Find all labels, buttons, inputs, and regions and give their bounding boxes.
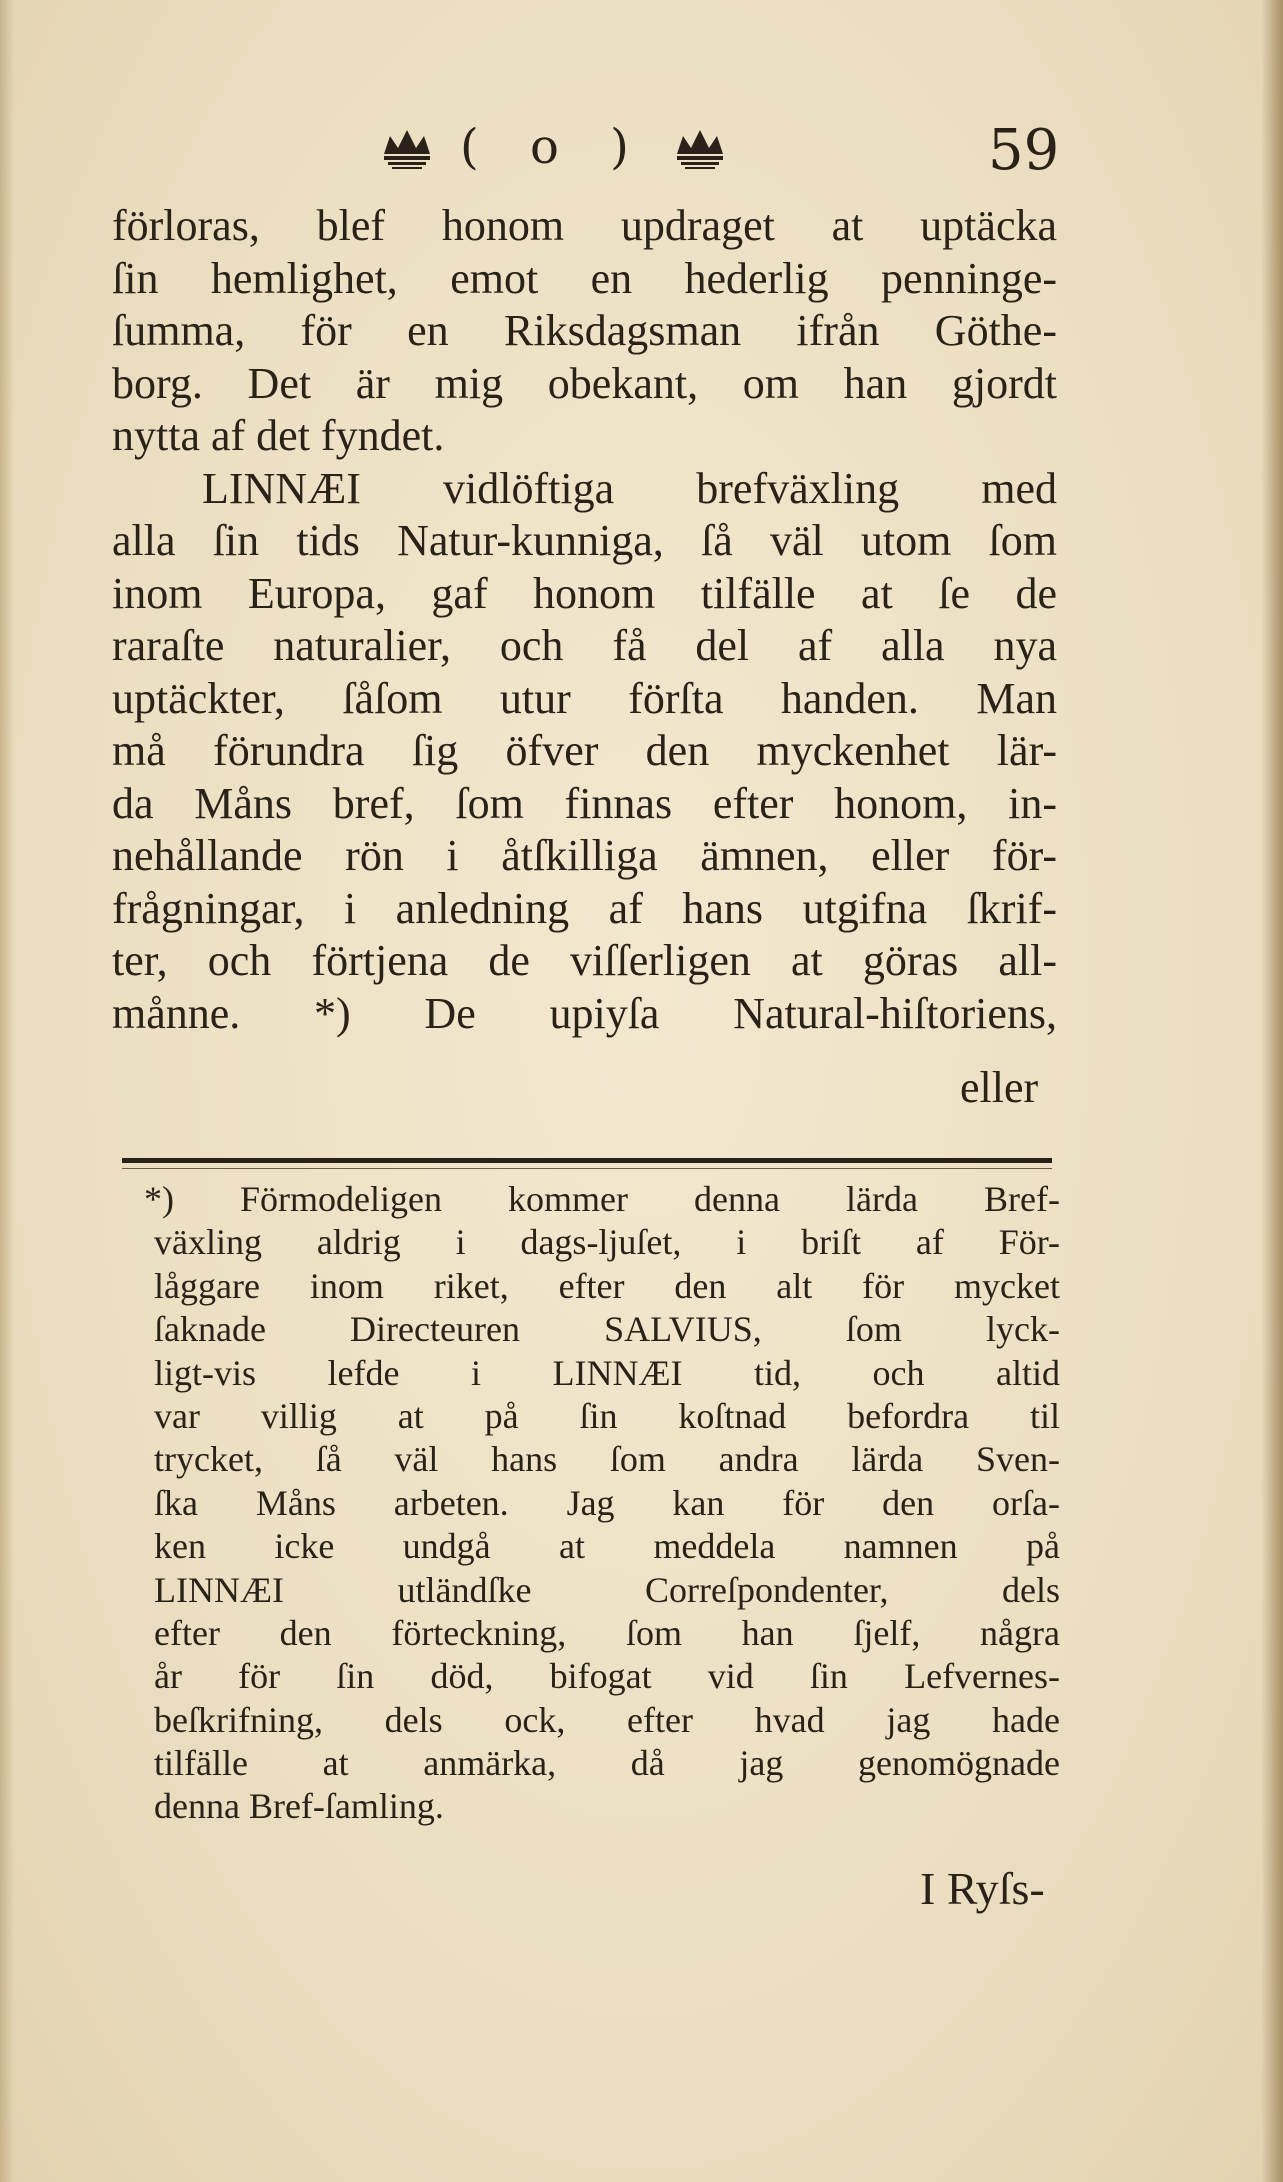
body-line: månne. *) De upiyſa Natural-hiſtoriens, [112, 988, 1057, 1038]
body-line: LINNÆI vidlöftiga brefväxling med [202, 463, 1057, 513]
body-line: nehållande rön i åtſkilliga ämnen, eller för- [112, 831, 1057, 880]
body-line: uptäckter, ſåſom utur förſta handen. Man [112, 673, 1057, 723]
page-number: 59 [988, 118, 1060, 183]
body-line: ſin hemlighet, emot en hederlig penninge- [112, 253, 1057, 303]
footnote-line: var villig at på ſin koſtnad befordra til [154, 1395, 1060, 1436]
body-catchword: eller [960, 1063, 1039, 1112]
body-line: alla ſin tids Natur-kunniga, ſå väl utom ſom [112, 516, 1057, 565]
body-line: må förundra ſig öfver den myckenhet lär- [112, 726, 1057, 775]
footnote-line: beſkrifning, dels ock, efter hvad jag hade [154, 1699, 1060, 1740]
footnote-line: växling aldrig i dags-ljuſet, i briſt af För- [154, 1222, 1060, 1263]
footnote-rule-thin [122, 1168, 1052, 1169]
footnote-line: *) Förmodeligen kommer denna lärda Bref- [144, 1179, 1060, 1219]
footnote-rule [122, 1158, 1052, 1163]
footnote-line: trycket, ſå väl hans ſom andra lärda Sven- [154, 1439, 1060, 1480]
body-line: inom Europa, gaf honom tilfälle at ſe de [112, 568, 1057, 618]
footnote-line: ligt-vis lefde i LINNÆI tid, och altid [154, 1352, 1060, 1393]
footnote-line: ſaknade Directeuren SALVIUS, ſom lyck- [154, 1309, 1060, 1350]
body-line: borg. Det är mig obekant, om han gjordt [112, 358, 1057, 408]
body-line: ſumma, för en Riksdagsman ifrån Göthe- [112, 306, 1057, 355]
body-line: frågningar, i anledning af hans utgifna ſkrif- [112, 883, 1057, 933]
footnote-line: låggare inom riket, efter den alt för mycket [154, 1265, 1060, 1306]
running-header [380, 112, 727, 182]
footnote-line: denna Bref-ſamling. [154, 1786, 444, 1827]
footnote-line: tilfälle at anmärka, då jag genomögnade [154, 1743, 1060, 1784]
crown-ornament-icon [673, 124, 727, 170]
footnote [144, 1178, 1060, 1829]
footnote-line: ſka Måns arbeten. Jag kan för den orſa- [154, 1482, 1060, 1523]
running-head-text: ( o ) [460, 119, 647, 175]
body-line: nytta af det fyndet. [112, 411, 445, 460]
body-text [112, 200, 1057, 1040]
crown-ornament-icon [380, 124, 434, 170]
footnote-line: år för ſin död, bifogat vid ſin Lefvernes- [154, 1656, 1060, 1697]
footnote-line: efter den förteckning, ſom han ſjelf, några [154, 1612, 1060, 1653]
body-line: raraſte naturalier, och få del af alla nya [112, 621, 1057, 670]
footnote-line: ken icke undgå at meddela namnen på [154, 1526, 1060, 1567]
page-edge-left [0, 0, 14, 2182]
body-line: ter, och förtjena de viſſerligen at göras all- [112, 936, 1057, 985]
footnote-line: LINNÆI utländſke Correſpondenter, dels [154, 1569, 1060, 1610]
footnote-catchword: I Ryſs- [920, 1863, 1045, 1914]
body-line: förloras, blef honom updraget at uptäcka [112, 201, 1057, 250]
page-edge-right [1261, 0, 1283, 2182]
body-line: da Måns bref, ſom finnas efter honom, in- [112, 778, 1057, 828]
